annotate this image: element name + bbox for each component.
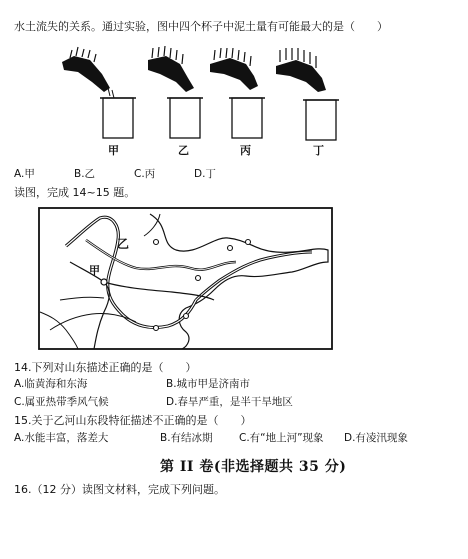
q15-option-c: C.有“地上河”现象 [239, 432, 324, 444]
q15-option-a: A.水能丰富，落差大 [14, 432, 109, 444]
section-2-title: 第 II 卷(非选择题共 35 分) [160, 459, 347, 475]
cup-label-ding: 丁 [313, 144, 324, 157]
cup-label-bing: 丙 [240, 144, 251, 157]
q14-option-a: A.临黄海和东海 [14, 378, 88, 390]
q14-option-c: C.属亚热带季风气候 [14, 396, 109, 408]
q13-option-a: A.甲 [14, 168, 35, 180]
map-label-jia: 甲 [89, 264, 100, 277]
map-label-yi: 乙 [117, 237, 130, 251]
q16-stem: 16.（12 分）读图文材料，完成下列问题。 [14, 483, 225, 496]
q13-option-c: C.丙 [134, 168, 156, 180]
map-intro: 读图，完成 14~15 题。 [14, 186, 136, 199]
q13-option-d: D.丁 [194, 168, 216, 180]
q13-stem: 水土流失的关系。通过实验，图中四个杯子中泥土量有可能最大的是（ ） [14, 20, 388, 33]
q15-stem: 15.关于乙河山东段特征描述不正确的是（ ） [14, 414, 252, 427]
q14-option-b: B.城市甲是济南市 [166, 378, 251, 390]
q15-option-d: D.有凌汛现象 [344, 432, 408, 444]
cup-label-jia: 甲 [108, 144, 119, 157]
q13-option-b: B.乙 [74, 168, 96, 180]
cup-label-yi: 乙 [178, 144, 189, 157]
q15-option-b: B.有结冰期 [160, 432, 213, 444]
q14-option-d: D.春旱严重，是半干旱地区 [166, 396, 293, 408]
q14-stem: 14.下列对山东描述正确的是（ ） [14, 361, 197, 374]
